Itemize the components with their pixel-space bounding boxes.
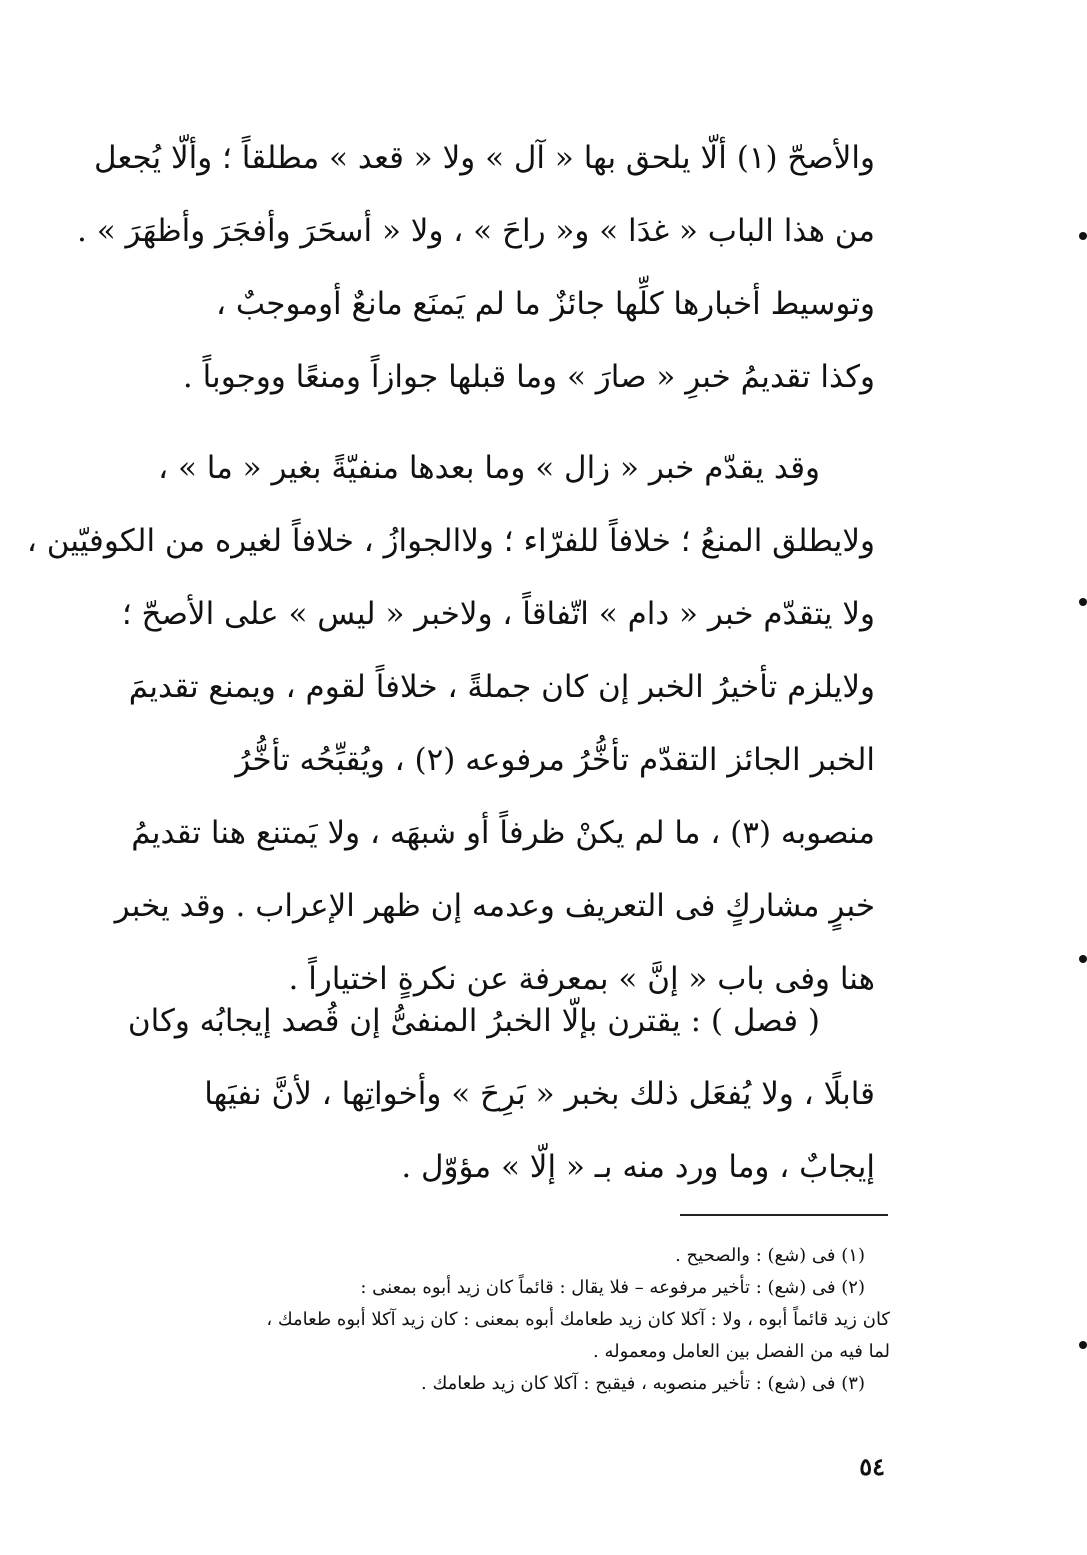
page-number: ٥٤: [859, 1452, 885, 1481]
text-line: وتوسيط أخبارها كلِّها جائزٌ ما لم يَمنَع مانعٌ أوموجبٌ ،: [215, 286, 875, 322]
text-line: قابلًا ، ولا يُفعَل ذلك بخبر « بَرِحَ » وأخواتِها ، لأنَّ نفيَها: [204, 1076, 875, 1112]
text-line: خبرٍ مشاركٍ فى التعريف وعدمه إن ظهر الإعراب . وقد يخبر: [114, 888, 875, 924]
footnotes: [140, 1240, 890, 1400]
footnote-line: (٣) فى (شع) : تأخير منصوبه ، فيقبح : آكلا كان زيد طعامك .: [421, 1373, 865, 1394]
text-line: ( فصل ) : يقترن بإلّا الخبرُ المنفىُّ إن قُصد إيجابُه وكان: [127, 1003, 820, 1039]
paragraph-1: [77, 122, 875, 414]
text-line: من هذا الباب « غدَا » و« راحَ » ، ولا « أسحَرَ وأفجَرَ وأظهَرَ » .: [77, 213, 875, 249]
text-line: وكذا تقديمُ خبرِ « صارَ » وما قبلها جوازاً ومنعًا ووجوباً .: [182, 359, 875, 395]
footnote-line: كان زيد قائماً أبوه ، ولا : آكلا كان زيد طعامك أبوه بمعنى : كان زيد آكلا أبوه طعامك ،: [266, 1309, 890, 1330]
text-line: ولا يتقدّم خبر « دام » اتّفاقاً ، ولاخبر « ليس » على الأصحّ ؛: [121, 596, 875, 632]
text-line: وقد يقدّم خبر « زال » وما بعدها منفيّةً بغير « ما » ،: [158, 450, 820, 486]
footnote-line: (١) فى (شع) : والصحيح .: [675, 1245, 865, 1266]
text-line: الخبر الجائز التقدّم تأخُّرُ مرفوعه (٢) ، ويُقبِّحُه تأخُّرُ: [235, 742, 875, 778]
margin-mark: [1079, 1341, 1087, 1349]
margin-mark: [1079, 232, 1087, 240]
footnote-line: لما فيه من الفصل بين العامل ومعموله .: [593, 1341, 890, 1362]
text-line: إيجابٌ ، وما ورد منه بـ « إلّا » مؤوّل .: [401, 1149, 875, 1185]
margin-mark: [1079, 598, 1087, 606]
footnote-line: (٢) فى (شع) : تأخير مرفوعه – فلا يقال : قائماً كان زيد أبوه بمعنى :: [360, 1277, 865, 1298]
footnote-divider: [680, 1214, 888, 1216]
text-line: منصوبه (٣) ، ما لم يكنْ ظرفاً أو شبهَه ، ولا يَمتنع هنا تقديمُ: [131, 815, 875, 851]
text-line: ولايلزم تأخيرُ الخبر إن كان جملةً ، خلافاً لقوم ، ويمنع تقديمَ: [128, 669, 875, 705]
paragraph-3: [127, 985, 875, 1204]
text-line: هنا وفى باب « إنَّ » بمعرفة عن نكرةٍ اختياراً .: [288, 961, 875, 997]
text-line: والأصحّ (١) ألّا يلحق بها « آل » ولا « قعد » مطلقاً ؛ وألّا يُجعل: [94, 140, 875, 176]
paragraph-2: [26, 432, 875, 1016]
text-line: ولايطلق المنعُ ؛ خلافاً للفرّاء ؛ ولاالجوازُ ، خلافاً لغيره من الكوفيّين ،: [26, 523, 875, 559]
margin-mark: [1079, 955, 1087, 963]
